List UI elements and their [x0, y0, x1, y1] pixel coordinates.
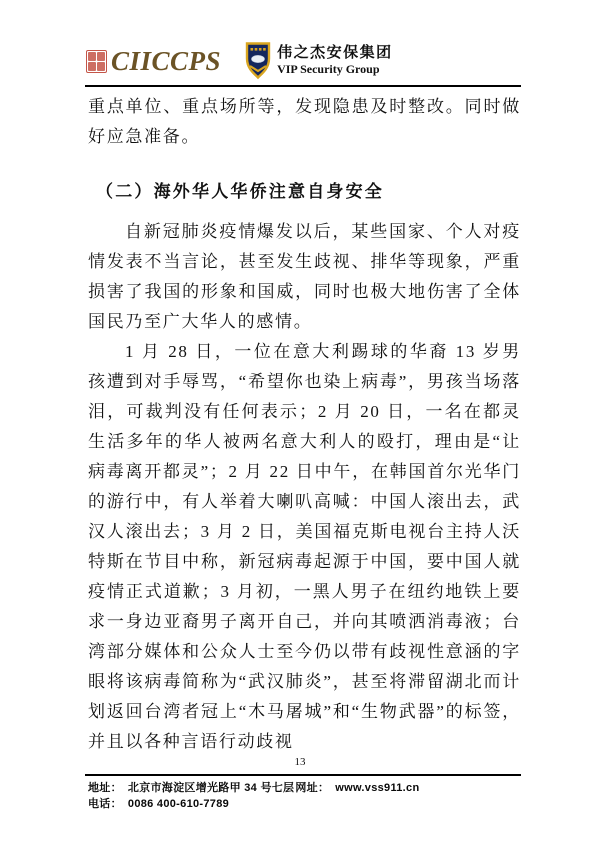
footer-phone — [88, 798, 229, 810]
address-label: 地址： — [88, 782, 122, 794]
footer-address — [88, 780, 295, 796]
header-divider — [85, 85, 521, 87]
phone-label: 电话： — [88, 798, 122, 810]
document-body — [88, 92, 521, 757]
document-footer — [88, 780, 533, 812]
document-header — [86, 40, 393, 82]
red-seal-icon — [86, 50, 107, 73]
footer-website — [295, 782, 419, 794]
footer-divider — [85, 774, 521, 776]
org-name-block — [277, 45, 393, 76]
website-label: 网址： — [295, 782, 330, 794]
body-paragraph: 重点单位、重点场所等，发现隐患及时整改。同时做好应急准备。 — [88, 97, 521, 146]
page-number: 13 — [294, 756, 306, 768]
org-name-english: VIP Security Group — [277, 61, 380, 76]
website-value: www.vss911.cn — [335, 782, 420, 794]
phone-value: 0086 400-610-7789 — [127, 798, 230, 810]
org-name-chinese: 伟之杰安保集团 — [277, 45, 393, 62]
ciiccps-logotype: CIICCPS — [111, 45, 222, 76]
section-heading: （二）海外华人华侨注意自身安全 — [96, 182, 384, 201]
body-paragraph: 1 月 28 日，一位在意大利踢球的华裔 13 岁男孩遭到对手辱骂，“希望你也染上病毒”，男孩当场落泪，可裁判没有任何表示；2 月 20 日，一名在都灵生活多年的华人被两名意大利人的殴打，理由是“让病毒离开都灵”；2 月 22 日中午，在韩国首尔光华门的游行中，有人举着大喇叭高喊：中国人滚出去，武汉人滚出去；3 月 2 日，美国福克斯电视台主持人沃特斯在节目中称，新冠病毒起源于中国，要中国人就疫情正式道歉；3 月初，一黑人男子在纽约地铁上要求一身边亚裔男子离开自己，并向其喷洒消毒液；台湾部分媒体和公众人士至今仍以带有歧视性意涵的字眼将该病毒简称为“武汉肺炎”，甚至将滞留湖北而计划返回台湾者冠上“木马屠城”和“生物武器”的标签，并且以各种言语行动歧视 — [88, 342, 521, 751]
body-paragraph: 自新冠肺炎疫情爆发以后，某些国家、个人对疫情发表不当言论，甚至发生歧视、排华等现象，严重损害了我国的形象和国威，同时也极大地伤害了全体国民乃至广大华人的感情。 — [88, 222, 521, 331]
vip-security-shield-icon — [245, 42, 271, 80]
address-value: 北京市海淀区增光路甲 34 号七层 — [127, 782, 295, 794]
